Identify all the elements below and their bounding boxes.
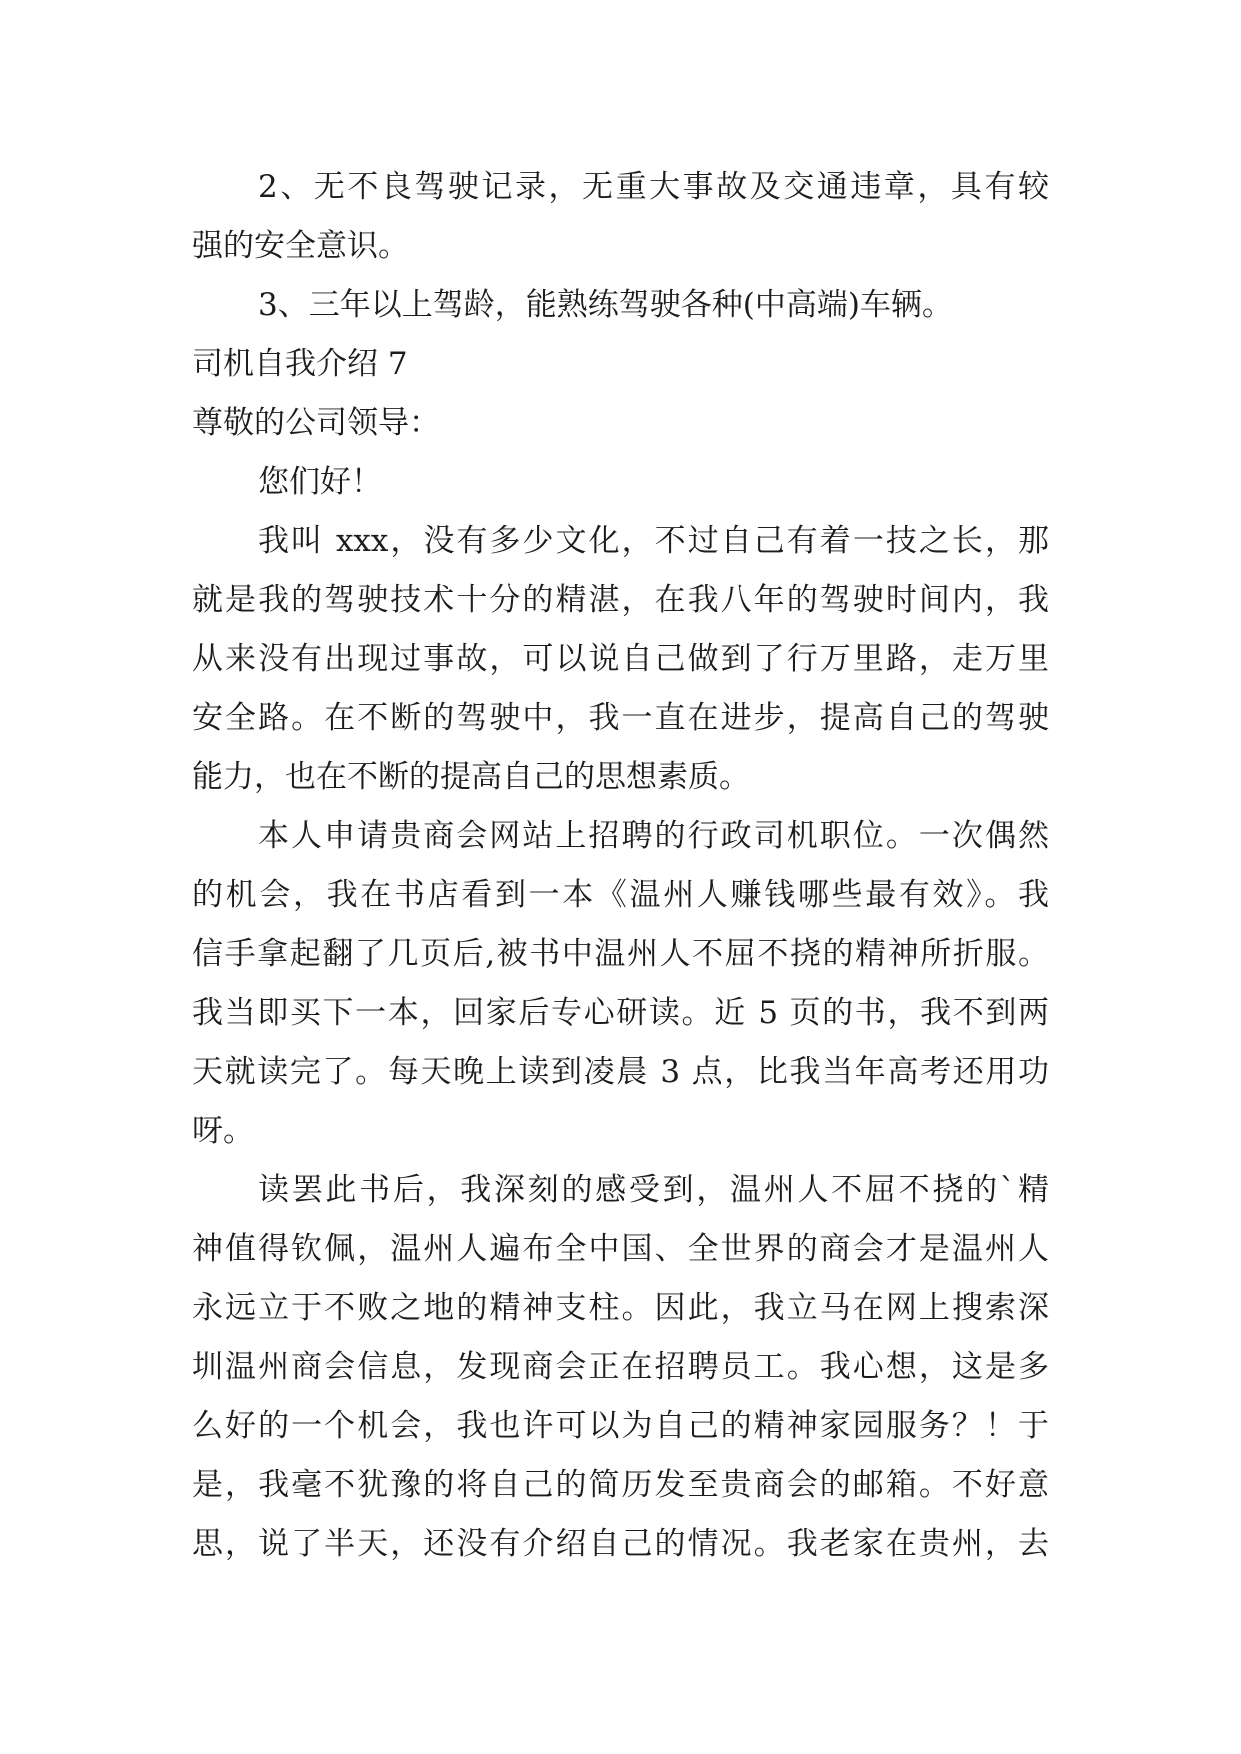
paragraph-line: 的机会，我在书店看到一本《温州人赚钱哪些最有效》。我: [192, 877, 1049, 913]
paragraph-line: 神值得钦佩，温州人遍布全中国、全世界的商会才是温州人: [192, 1231, 1049, 1267]
paragraph-line: 我当即买下一本，回家后专心研读。近 5 页的书，我不到两: [192, 995, 1049, 1031]
paragraph-line: 本人申请贵商会网站上招聘的行政司机职位。一次偶然: [258, 818, 1049, 854]
paragraph-line: 是，我毫不犹豫的将自己的简历发至贵商会的邮箱。不好意: [192, 1467, 1049, 1503]
paragraph-line: 就是我的驾驶技术十分的精湛，在我八年的驾驶时间内，我: [192, 582, 1049, 618]
paragraph-line: 天就读完了。每天晚上读到凌晨 3 点，比我当年高考还用功: [192, 1054, 1049, 1090]
paragraph-line: 读罢此书后，我深刻的感受到，温州人不屈不挠的`精: [258, 1172, 1049, 1208]
paragraph-line: 强的安全意识。: [192, 228, 409, 264]
paragraph-line: 圳温州商会信息，发现商会正在招聘员工。我心想，这是多: [192, 1349, 1049, 1385]
paragraph-line: 我叫 xxx，没有多少文化，不过自己有着一技之长，那: [258, 523, 1049, 559]
paragraph-line: 2、无不良驾驶记录，无重大事故及交通违章，具有较: [258, 169, 1049, 205]
paragraph-line: 3、三年以上驾龄，能熟练驾驶各种(中高端)车辆。: [258, 287, 953, 323]
paragraph-line: 信手拿起翻了几页后,被书中温州人不屈不挠的精神所折服。: [192, 936, 1049, 972]
section-title: 司机自我介绍 7: [192, 346, 408, 382]
paragraph: [192, 512, 1049, 807]
paragraph: [192, 276, 1049, 335]
salutation: 尊敬的公司领导：: [192, 405, 440, 441]
paragraph-line: 呀。: [192, 1113, 254, 1149]
paragraph-line: 从来没有出现过事故，可以说自己做到了行万里路，走万里: [192, 641, 1049, 677]
paragraph-line: 思，说了半天，还没有介绍自己的情况。我老家在贵州，去: [192, 1526, 1049, 1562]
paragraph: [192, 1161, 1049, 1574]
paragraph: [192, 158, 1049, 276]
paragraph-line: 能力，也在不断的提高自己的思想素质。: [192, 759, 750, 795]
paragraph-line: 永远立于不败之地的精神支柱。因此，我立马在网上搜索深: [192, 1290, 1049, 1326]
document-page: [192, 158, 1049, 1574]
paragraph-line: 安全路。在不断的驾驶中，我一直在进步，提高自己的驾驶: [192, 700, 1049, 736]
paragraph: [192, 807, 1049, 1161]
paragraph-line: 么好的一个机会，我也许可以为自己的精神家园服务？！于: [192, 1408, 1049, 1444]
greeting: 您们好！: [258, 464, 382, 500]
